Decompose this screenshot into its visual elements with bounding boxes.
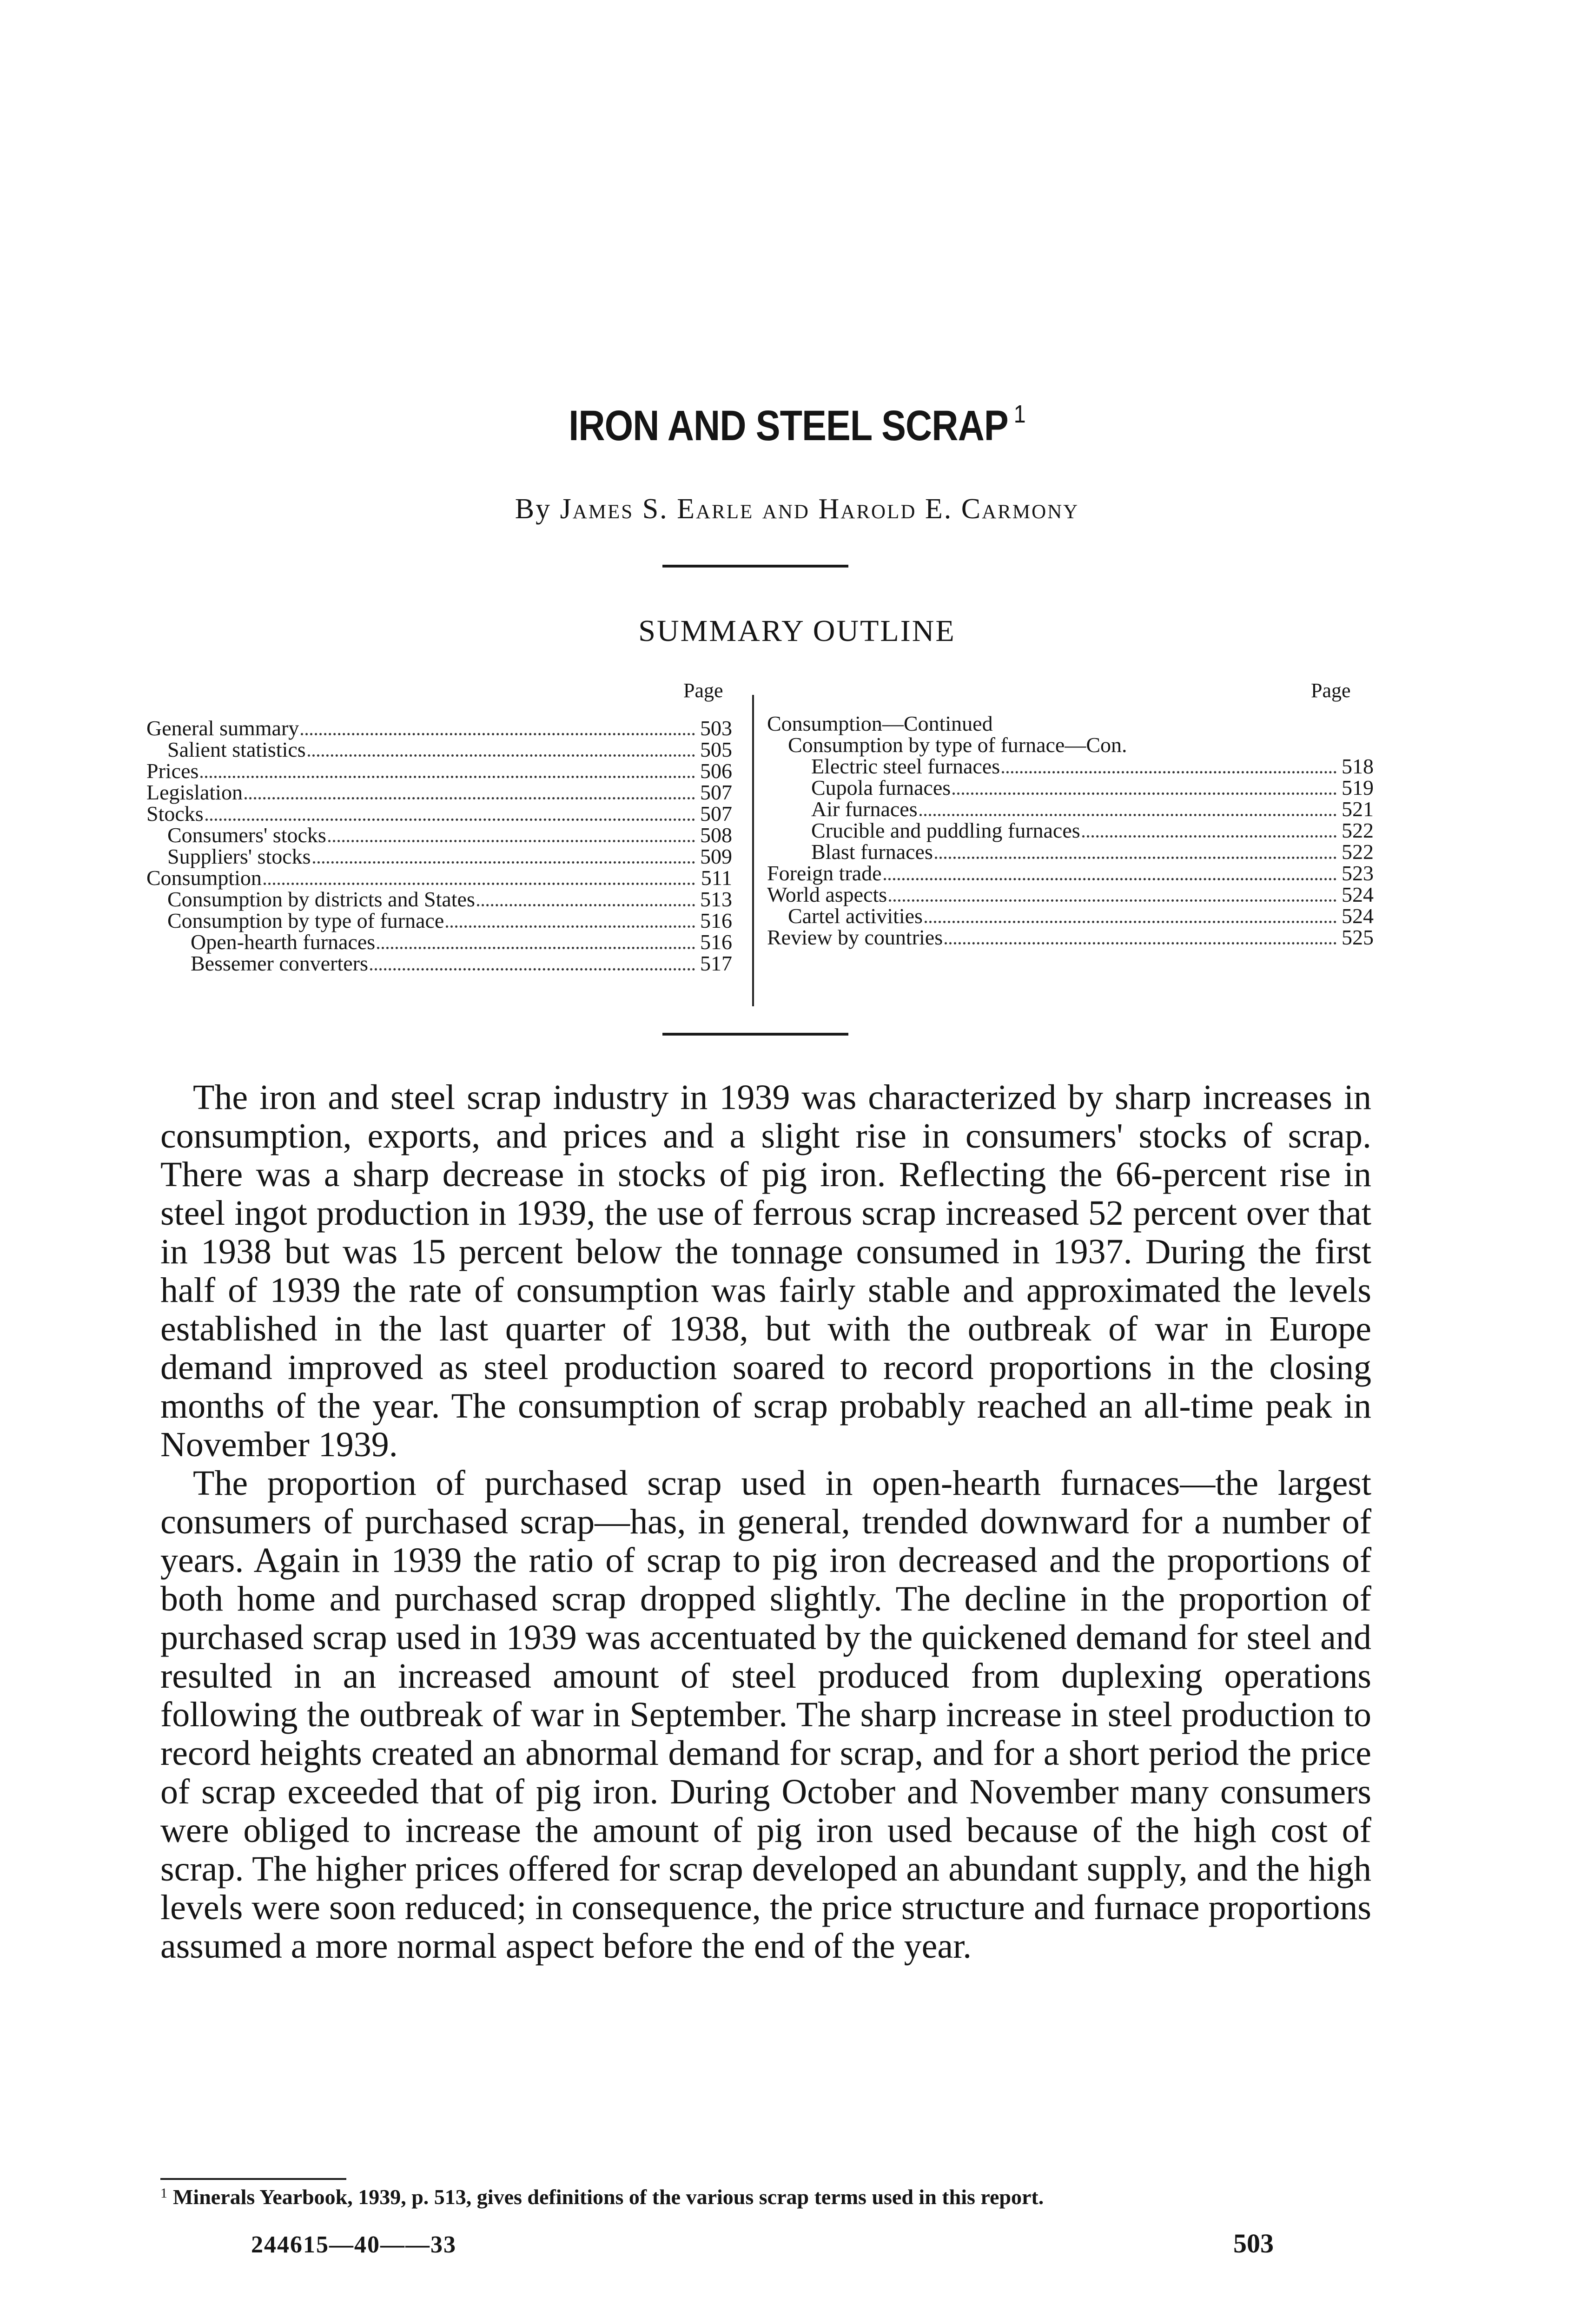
outline-entry-page: 506 [700, 759, 732, 783]
leader-dots [952, 792, 1336, 795]
leader-dots [925, 921, 1336, 923]
article-title [112, 400, 1482, 450]
outline-entry-page: 518 [1342, 754, 1374, 778]
outline-entry[interactable] [146, 716, 732, 738]
outline-entry-label: Consumption by type of furnace [167, 909, 444, 932]
page-number: 503 [1233, 2228, 1274, 2258]
outline-entry-label: Electric steel furnaces [811, 754, 1000, 778]
outline-entry-page: 516 [700, 909, 732, 932]
byline-prefix: By [515, 493, 552, 525]
article-body [160, 1078, 1371, 1966]
outline-entry[interactable] [811, 818, 1374, 840]
leader-dots [308, 754, 695, 757]
leader-dots [446, 925, 695, 928]
outline-entry-page: 524 [1342, 883, 1374, 906]
byline [0, 493, 1594, 526]
outline-entry-label: General summary [146, 716, 299, 740]
divider-middle [662, 1033, 848, 1036]
outline-entry-page: 522 [1342, 819, 1374, 842]
byline-author-1: James S. Earle [560, 493, 754, 525]
leader-dots [1002, 771, 1336, 773]
outline-entry-label: Foreign trade [767, 861, 882, 885]
footnote-text: Minerals Yearbook, 1939, p. 513, gives definitions of the various scrap terms used in this report. [173, 2185, 1044, 2209]
outline-entry-label: Legislation [146, 780, 243, 804]
leader-dots [935, 857, 1336, 859]
leader-dots [370, 968, 695, 971]
leader-dots [889, 899, 1336, 902]
leader-dots [205, 819, 695, 821]
article-title-text: IRON AND STEEL SCRAP [569, 402, 1008, 449]
outline-entry[interactable] [767, 925, 1374, 947]
outline-left-page-label: Page [683, 679, 723, 702]
outline-entry-label: World aspects [767, 883, 887, 906]
outline-entry-label: Cupola furnaces [811, 776, 951, 799]
outline-entry-label: Review by countries [767, 925, 943, 949]
outline-column-divider [752, 695, 754, 1006]
outline-entry[interactable] [167, 737, 732, 759]
outline-entry[interactable] [811, 839, 1374, 862]
outline-entry[interactable] [146, 801, 732, 824]
outline-entry[interactable] [146, 865, 732, 888]
outline-entry-page: 516 [700, 930, 732, 954]
outline-entry-label: Blast furnaces [811, 840, 933, 864]
outline-entry[interactable] [811, 775, 1374, 798]
byline-conjunction: and [762, 493, 810, 525]
leader-dots [1082, 835, 1336, 838]
outline-entry-page: 503 [700, 716, 732, 740]
leader-dots [884, 878, 1336, 880]
byline-author-2: Harold E. Carmony [818, 493, 1079, 525]
footnote-divider [160, 2178, 346, 2180]
printer-job-code: 244615—40——33 [251, 2232, 456, 2258]
outline-entry[interactable] [767, 711, 1374, 733]
body-paragraph-1: The iron and steel scrap industry in 1939 was characterized by sharp increases in consumption, exports, and prices and a slight rise in consumers' stocks of scrap. There was a sharp decrease in stocks of pig iron. Reflecting the 66-percent rise in steel ingot production in 1939, the use of ferrous scrap increased 52 percent over that in 1938 but was 15 percent below the tonnage consumed in 1937. During the first half of 1939 the rate of consumption was fairly stable and approximated the levels established in the last quarter of 1938, but with the outbreak of war in Europe demand improved as steel production soared to record proportions in the closing months of the year. The consumption of scrap probably reached an all-time peak in November 1939. [160, 1078, 1371, 1464]
outline-entry-label: Consumption by districts and States [167, 887, 475, 911]
outline-entry-label: Stocks [146, 802, 204, 825]
footnote [160, 2185, 1371, 2209]
outline-entry-label: Consumption [146, 866, 262, 890]
leader-dots [328, 840, 695, 842]
outline-entry[interactable] [788, 904, 1374, 926]
outline-entry[interactable] [811, 797, 1374, 819]
outline-entry-label: Consumers' stocks [167, 823, 326, 847]
outline-entry-label: Crucible and puddling furnaces [811, 819, 1080, 842]
outline-entry[interactable] [146, 759, 732, 781]
leader-dots [245, 797, 695, 799]
outline-entry[interactable] [788, 733, 1374, 755]
outline-entry[interactable] [767, 861, 1374, 883]
outline-entry[interactable] [191, 930, 732, 952]
outline-entry-label: Bessemer converters [191, 951, 368, 975]
title-footnote-marker: 1 [1013, 400, 1025, 428]
outline-entry-page: 513 [700, 887, 732, 911]
outline-entry[interactable] [167, 887, 732, 909]
outline-entry-page: 507 [700, 802, 732, 825]
outline-entry-page: 509 [700, 845, 732, 868]
outline-entry[interactable] [167, 823, 732, 845]
outline-entry[interactable] [146, 780, 732, 802]
outline-entry-label: Suppliers' stocks [167, 845, 311, 868]
outline-entry[interactable] [167, 908, 732, 931]
outline-entry-label: Consumption by type of furnace—Con. [788, 733, 1127, 757]
outline-entry-page: 505 [700, 738, 732, 761]
outline-entry[interactable] [167, 844, 732, 866]
outline-entry-page: 508 [700, 823, 732, 847]
outline-entry[interactable] [767, 882, 1374, 905]
outline-entry-page: 511 [701, 866, 732, 890]
outline-entry-page: 519 [1342, 776, 1374, 799]
outline-entry-page: 517 [700, 951, 732, 975]
leader-dots [477, 904, 695, 906]
footnote-marker: 1 [160, 2185, 167, 2201]
outline-entry-label: Consumption—Continued [767, 712, 993, 735]
divider-top [662, 565, 848, 568]
outline-entry-page: 525 [1342, 925, 1374, 949]
outline-entry-label: Open-hearth furnaces [191, 930, 376, 954]
body-paragraph-2: The proportion of purchased scrap used in open-hearth furnaces—the largest consumers of purchased scrap—has, in general, trended downward for a number of years. Again in 1939 the ratio of scrap to pig iron decreased and the proportions of both home and purchased scrap dropped slightly. The decline in the proportion of purchased scrap used in 1939 was accentuated by the quickened demand for steel and resulted in an increased amount of steel produced from duplexing operations following the outbreak of war in September. The sharp increase in steel production to record heights created an abnormal demand for scrap, and for a short period the price of scrap exceeded that of pig iron. During October and November many consumers were obliged to increase the amount of pig iron used because of the high cost of scrap. The higher prices offered for scrap developed an abundant supply, and the high levels were soon reduced; in consequence, the price structure and furnace proportions assumed a more normal aspect before the end of the year. [160, 1464, 1371, 1966]
leader-dots [313, 861, 695, 864]
outline-entry-page: 507 [700, 780, 732, 804]
outline-entry-label: Air furnaces [811, 797, 918, 821]
summary-outline-heading: SUMMARY OUTLINE [638, 614, 956, 648]
leader-dots [377, 947, 695, 949]
outline-entry[interactable] [811, 754, 1374, 776]
leader-dots [919, 814, 1336, 816]
leader-dots [301, 733, 695, 735]
outline-entry-label: Salient statistics [167, 738, 306, 761]
outline-entry-page: 523 [1342, 861, 1374, 885]
outline-entry-page: 522 [1342, 840, 1374, 864]
leader-dots [200, 776, 695, 778]
outline-entry-page: 521 [1342, 797, 1374, 821]
leader-dots [945, 942, 1336, 944]
outline-right-page-label: Page [1311, 679, 1351, 702]
outline-entry-label: Prices [146, 759, 199, 783]
outline-entry-page: 524 [1342, 904, 1374, 928]
leader-dots [264, 883, 695, 885]
outline-entry[interactable] [191, 951, 732, 973]
outline-entry-label: Cartel activities [788, 904, 923, 928]
